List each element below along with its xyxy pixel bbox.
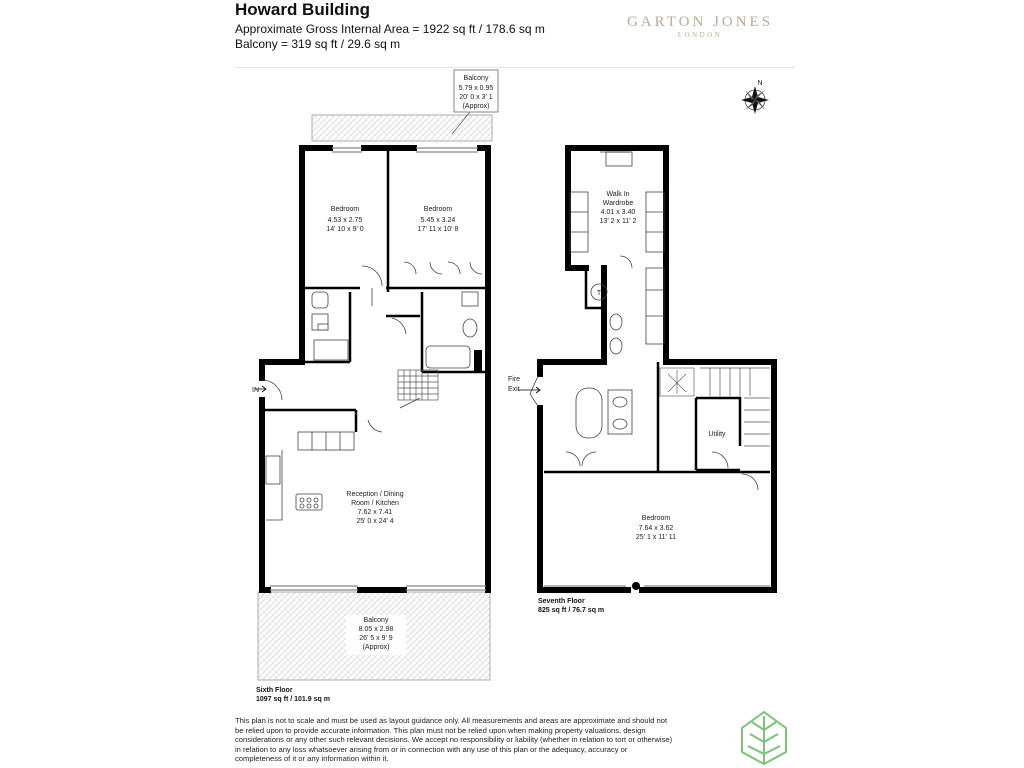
leaf-logo-icon <box>742 712 786 764</box>
seventh-bedroom-name: Bedroom <box>641 515 671 522</box>
sixth-floor-caption-name: Sixth Floor <box>256 687 293 694</box>
bedroom-2-dims-ft: 17' 11 x 10' 8 <box>417 226 459 233</box>
bedroom-2-name: Bedroom <box>423 206 453 213</box>
fire-exit-label-1: Fire <box>508 376 521 383</box>
compass-rose-icon <box>741 86 769 114</box>
entry-label: IN <box>252 387 259 394</box>
seventh-bedroom-dims-m: 7.64 x 3.62 <box>638 525 674 532</box>
utility-name: Utility <box>708 431 726 438</box>
reception-dims-ft: 25' 0 x 24' 4 <box>356 518 394 525</box>
compass-label: N <box>757 80 763 87</box>
seventh-floor-plan <box>518 148 774 590</box>
wardrobe-name-2: Wardrobe <box>602 200 634 207</box>
plan-title: Howard Building <box>235 0 371 19</box>
bedroom-1-dims-m: 4.53 x 2.75 <box>327 217 363 224</box>
bottom-balcony-dims-ft: 26' 5 x 9' 9 <box>359 635 393 642</box>
reception-name-2: Room / Kitchen <box>351 500 399 507</box>
reception-name-1: Reception / Dining <box>346 491 404 498</box>
bottom-balcony-name: Balcony <box>363 617 389 624</box>
bedroom-2-dims-m: 5.45 x 3.24 <box>420 217 456 224</box>
top-balcony-dims-ft: 20' 0 x 3' 1 <box>459 94 493 101</box>
column-marker-icon <box>632 582 640 590</box>
balcony-area-text: Balcony = 319 sq ft / 29.6 sq m <box>235 37 401 51</box>
gross-area-text: Approximate Gross Internal Area = 1922 sq ft / 178.6 sq m <box>235 22 545 36</box>
bottom-balcony-dims-m: 8.05 x 2.98 <box>358 626 394 633</box>
top-balcony-name: Balcony <box>463 75 489 82</box>
top-balcony-dims-m: 5.79 x 0.95 <box>458 85 494 92</box>
bedroom-1-name: Bedroom <box>330 206 360 213</box>
sixth-floor-plan <box>255 115 492 680</box>
seventh-bedroom-dims-ft: 25' 1 x 11' 11 <box>635 534 677 541</box>
wardrobe-dims-m: 4.01 x 3.40 <box>600 209 636 216</box>
wardrobe-name-1: Walk In <box>606 191 630 198</box>
bedroom-1-dims-ft: 14' 10 x 9' 0 <box>326 226 364 233</box>
fire-exit-label-2: Exit <box>508 386 520 393</box>
brand-name: GARTON JONES <box>626 14 774 30</box>
disclaimer-text: This plan is not to scale and must be used as layout guidance only. All measurements and areas are approximate and should not be relied upon to provide accurate information. This plan must not be relied upon when making property valuations, design considerations or any other such relevant decisions. We accept no responsibility or liability (whether in relation to tort or otherwise) in relation to any loss whatsoever arising from or in connection with any use of this plan or the adequacy, accuracy or completeness of it or any information within it. <box>235 716 673 764</box>
sixth-floor-caption-area: 1097 sq ft / 101.9 sq m <box>256 696 330 703</box>
bottom-balcony-note: (Approx) <box>362 644 390 651</box>
wardrobe-dims-ft: 13' 2 x 11' 2 <box>599 218 637 225</box>
seventh-floor-caption-name: Seventh Floor <box>538 598 585 605</box>
tank-label: T <box>596 290 602 297</box>
brand-city: LONDON <box>677 31 723 39</box>
seventh-floor-caption-area: 825 sq ft / 76.7 sq m <box>538 607 605 614</box>
top-balcony-note: (Approx) <box>462 103 490 110</box>
reception-dims-m: 7.62 x 7.41 <box>357 509 393 516</box>
